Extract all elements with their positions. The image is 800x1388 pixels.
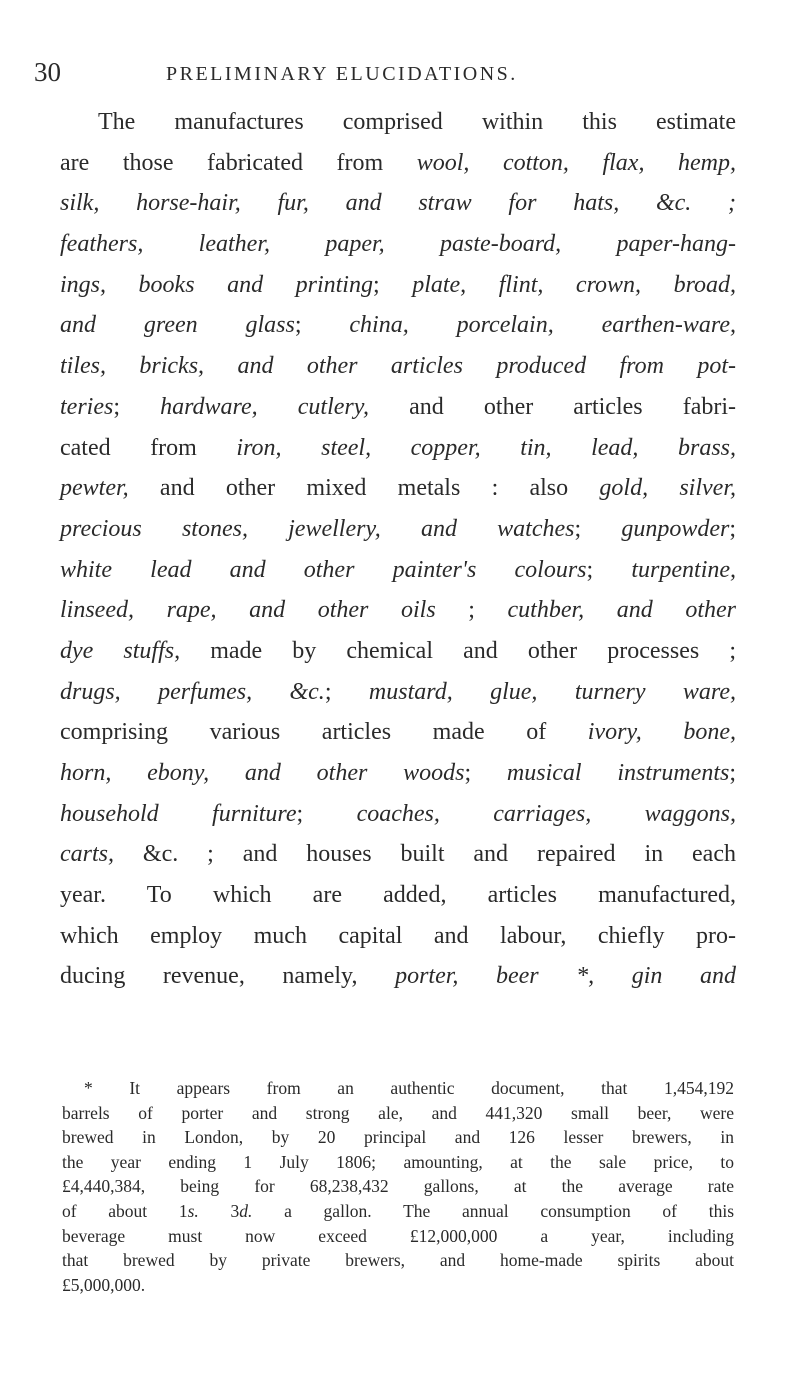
- body-text-line: [60, 631, 736, 672]
- main-paragraph: [60, 102, 736, 997]
- italic-text-run: d.: [239, 1200, 253, 1221]
- text-run: ;: [729, 515, 736, 542]
- text-run: ;: [296, 800, 357, 827]
- text-run: are those fabricated from: [60, 149, 417, 176]
- text-run: ;: [435, 597, 508, 624]
- footnote-line: [62, 1273, 734, 1298]
- text-run: ;: [294, 312, 350, 339]
- body-text-line: [60, 265, 736, 306]
- body-text-line: [60, 468, 736, 509]
- footnote-line: [62, 1076, 734, 1101]
- body-text-line: [60, 387, 736, 428]
- italic-text-run: mustard, glue, turnery ware,: [368, 678, 737, 705]
- italic-text-run: and green glass: [60, 312, 295, 339]
- footnote-line: [62, 1174, 734, 1199]
- text-run: The manufactures comprised within this estimate: [98, 109, 736, 135]
- text-run: made by chemical and other processes ;: [180, 637, 736, 664]
- text-run: which employ much capital and labour, chiefly pro-: [60, 922, 736, 949]
- page-number: 30: [34, 57, 61, 87]
- body-text-line: [60, 753, 736, 794]
- italic-text-run: drugs, perfumes, &c.: [60, 678, 325, 705]
- text-run: and other articles fabri-: [369, 393, 736, 420]
- italic-text-run: hardware, cutlery,: [160, 393, 370, 420]
- italic-text-run: horn, ebony, and other woods: [60, 760, 465, 786]
- body-text-line: [60, 794, 736, 835]
- body-text-line: [60, 916, 736, 957]
- text-run: ;: [729, 760, 737, 786]
- text-run: cated from: [60, 434, 237, 461]
- italic-text-run: tiles, bricks, and other articles produced from pot-: [60, 353, 736, 380]
- body-text-line: [60, 428, 736, 469]
- body-text-line: [60, 143, 736, 184]
- body-text-line: [60, 183, 736, 224]
- body-text-line: [60, 712, 736, 753]
- body-text-line: [60, 509, 736, 550]
- italic-text-run: carts,: [60, 841, 114, 868]
- footnote-line: [62, 1125, 734, 1150]
- italic-text-run: musical instruments: [506, 760, 730, 786]
- body-text-line: [60, 875, 736, 916]
- italic-text-run: wool, cotton, flax, hemp,: [416, 149, 736, 176]
- text-run: £4,440,384, being for 68,238,432 gallons, at the average rate: [62, 1176, 734, 1197]
- text-run: ;: [464, 760, 507, 786]
- text-run: 3: [198, 1200, 240, 1221]
- italic-text-run: iron, steel, copper, tin, lead, brass,: [236, 434, 737, 461]
- italic-text-run: ivory, bone,: [587, 719, 736, 746]
- footnote-line: [62, 1150, 734, 1175]
- text-run: &c. ; and houses built and repaired in each: [114, 841, 736, 868]
- footnote-line: [62, 1248, 734, 1273]
- italic-text-run: household furniture: [60, 800, 297, 827]
- body-text-line: [60, 956, 736, 997]
- footnote-line: [62, 1199, 734, 1224]
- text-run: ;: [372, 271, 413, 298]
- text-run: ducing revenue, namely,: [60, 963, 396, 990]
- text-run: ;: [113, 393, 161, 420]
- italic-text-run: gold, silver,: [599, 475, 736, 502]
- italic-text-run: coaches, carriages, waggons,: [356, 800, 736, 827]
- text-run: and other mixed metals : also: [128, 475, 600, 502]
- text-run: a gallon. The annual consumption of this: [252, 1200, 734, 1221]
- italic-text-run: cuthber, and other: [507, 597, 737, 624]
- body-text-line: [60, 672, 736, 713]
- italic-text-run: porter, beer *, gin and: [395, 963, 736, 990]
- text-run: ;: [574, 515, 622, 542]
- italic-text-run: plate, flint, crown, broad,: [412, 271, 737, 298]
- body-text-line: [60, 224, 736, 265]
- body-text-line: [60, 305, 736, 346]
- text-run: the year ending 1 July 1806; amounting, at the sale price, to: [62, 1151, 734, 1172]
- running-header-title: PRELIMINARY ELUCIDATIONS.: [166, 63, 518, 85]
- italic-text-run: feathers, leather, paper, paste-board, paper-hang-: [60, 231, 736, 258]
- text-run: that brewed by private brewers, and home-made spirits about: [62, 1250, 734, 1271]
- body-text-line: [60, 590, 736, 631]
- text-run: year. To which are added, articles manufactured,: [60, 882, 736, 909]
- italic-text-run: precious stones, jewellery, and watches: [60, 515, 575, 542]
- text-run: comprising various articles made of: [60, 719, 588, 746]
- text-run: * It appears from an authentic document, that 1,454,192: [84, 1078, 734, 1098]
- text-run: barrels of porter and strong ale, and 441,320 small beer, were: [62, 1102, 734, 1123]
- footnote-line: [62, 1101, 734, 1126]
- italic-text-run: dye stuffs,: [60, 637, 181, 664]
- body-text-line: [60, 834, 736, 875]
- text-run: £5,000,000.: [62, 1274, 146, 1295]
- italic-text-run: turpentine,: [631, 556, 737, 583]
- italic-text-run: china, porcelain, earthen-ware,: [349, 312, 736, 339]
- footnote-line: [62, 1224, 734, 1249]
- running-head: [34, 56, 734, 92]
- italic-text-run: ings, books and printing: [60, 271, 373, 298]
- italic-text-run: pewter,: [60, 475, 129, 502]
- italic-text-run: gunpowder: [621, 515, 730, 542]
- italic-text-run: white lead and other painter's colours: [60, 556, 587, 583]
- italic-text-run: s.: [187, 1200, 199, 1221]
- italic-text-run: linseed, rape, and other oils: [60, 597, 436, 624]
- text-run: ;: [586, 556, 632, 583]
- text-run: of about 1: [62, 1200, 188, 1221]
- body-text-line: [60, 346, 736, 387]
- text-run: beverage must now exceed £12,000,000 a year, including: [62, 1225, 734, 1246]
- text-run: ;: [324, 678, 369, 705]
- footnote: [62, 1076, 734, 1297]
- body-text-line: [60, 102, 736, 143]
- italic-text-run: silk, horse-hair, fur, and straw for hats, &c. ;: [60, 190, 736, 217]
- italic-text-run: teries: [60, 393, 114, 420]
- body-text-line: [60, 550, 736, 591]
- text-run: brewed in London, by 20 principal and 126 lesser brewers, in: [62, 1127, 734, 1148]
